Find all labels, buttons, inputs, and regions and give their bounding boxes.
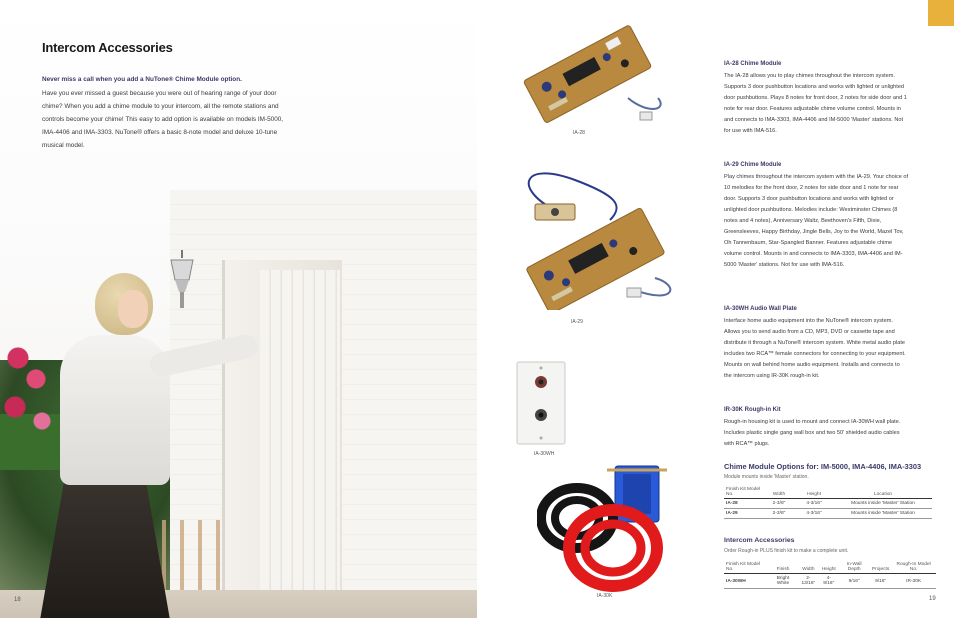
chime-options-subtitle: Module mounts inside 'Master' station. bbox=[724, 474, 809, 480]
front-door bbox=[260, 270, 340, 610]
table-cell: IA-29 bbox=[724, 509, 764, 519]
ia-30wh-caption: IA-30WH bbox=[534, 451, 555, 457]
table-cell: Bright White bbox=[769, 574, 798, 589]
table-header: Finish Kit Model No. bbox=[724, 561, 769, 574]
table-cell: IA-30WH bbox=[724, 574, 769, 589]
table-header: Finish Kit Model No. bbox=[724, 486, 764, 499]
table-cell: IR-30K bbox=[891, 574, 936, 589]
table-cell: 9/16" bbox=[838, 574, 870, 589]
table-cell: 2-3/8" bbox=[764, 499, 794, 509]
ia-28-caption: IA-28 bbox=[573, 130, 585, 136]
ia-30k-caption: IA-30K bbox=[597, 593, 613, 599]
table-header: Rough-In Model No. bbox=[891, 561, 936, 574]
page-corner-tab bbox=[928, 0, 954, 26]
chime-options-title: Chime Module Options for: IM-5000, IMA-4406, IMA-3303 bbox=[724, 462, 922, 471]
table-cell: IA-28 bbox=[724, 499, 764, 509]
intro-paragraph: Have you ever missed a guest because you were out of hearing range of your door chime? When you add a chime module to your intercom, all the remote stations and controls become your chime! This easy to add option is available on models IM-5000, IMA-4406 and IMA-3303. NuTone® offers a basic 8-note model and deluxe 10-tune musical model. bbox=[42, 90, 284, 149]
ia-30wh-description: Interface home audio equipment into the NuTone® intercom system. Allows you to send audio from a CD, MP3, DVD or cassette tape and distribute it through a NuTone® intercom system. White metal audio plate includes two RCA™ female connectors for connecting to your equipment. Mounts on wall behind home audio equipment. Installs and connects to the intercom using IR-30K rough-in kit. bbox=[724, 318, 906, 379]
table-header-row bbox=[724, 561, 936, 574]
page-title: Intercom Accessories bbox=[42, 40, 173, 55]
lead-heading: Never miss a call when you add a NuTone® Chime Module option. bbox=[42, 76, 242, 83]
ir-30k-heading: IR-30K Rough-in Kit bbox=[724, 407, 781, 413]
table-row bbox=[724, 574, 936, 589]
table-header: Height bbox=[819, 561, 838, 574]
ia-29-caption: IA-29 bbox=[571, 319, 583, 325]
table-cell: 2-3/8" bbox=[764, 509, 794, 519]
table-cell: 4-9/16" bbox=[819, 574, 838, 589]
table-row bbox=[724, 509, 932, 519]
table-header: Finish bbox=[769, 561, 798, 574]
ir-30k-description: Rough-in housing kit is used to mount and connect IA-30WH wall plate. Includes plastic single gang wall box and two 50' shielded audio cables with RCA™ plugs. bbox=[724, 419, 901, 447]
table-header: Width bbox=[798, 561, 820, 574]
table-cell: 9/16" bbox=[870, 574, 891, 589]
porch-lamp-icon bbox=[165, 250, 199, 310]
page-number-right: 19 bbox=[929, 596, 936, 602]
flower-bouquet bbox=[0, 330, 60, 470]
ia-30wh-wall-plate-image bbox=[515, 360, 567, 446]
ia-30k-rough-in-kit-image bbox=[537, 458, 672, 593]
table-header: In-Wall Depth bbox=[838, 561, 870, 574]
table-cell: 4-3/16" bbox=[794, 509, 834, 519]
table-header-row bbox=[724, 486, 932, 499]
ia-29-heading: IA-29 Chime Module bbox=[724, 162, 782, 168]
table-header: Width bbox=[764, 486, 794, 499]
table-cell: 2-13/16" bbox=[798, 574, 820, 589]
table-cell: Mounts inside 'Master' Station bbox=[834, 499, 932, 509]
chime-options-table bbox=[724, 486, 932, 519]
ia-28-description: The IA-28 allows you to play chimes throughout the intercom system. Supports 3 door pushbutton locations and works with lighted or unlighted door pushbuttons. Plays 8 notes for front door, 2 notes for side door and 1 note for rear door. Features adjustable chime volume control. Mounts in and connects to IMA-3303, IMA-4406 and IM-5000 'Master' stations. Not for use with IMA-516. bbox=[724, 73, 907, 134]
accessories-table bbox=[724, 561, 936, 589]
ia-30wh-heading: IA-30WH Audio Wall Plate bbox=[724, 306, 797, 312]
ia-29-circuit-board-image bbox=[515, 170, 680, 310]
table-header: Location bbox=[834, 486, 932, 499]
ia-28-circuit-board-image bbox=[518, 20, 668, 130]
accessories-title: Intercom Accessories bbox=[724, 537, 795, 544]
table-row bbox=[724, 499, 932, 509]
page-number-left: 18 bbox=[14, 597, 21, 603]
woman-face bbox=[118, 290, 148, 328]
table-cell: Mounts inside 'Master' Station bbox=[834, 509, 932, 519]
porch-photo bbox=[0, 150, 477, 618]
ia-28-heading: IA-28 Chime Module bbox=[724, 61, 782, 67]
table-cell: 4-3/16" bbox=[794, 499, 834, 509]
ia-29-description: Play chimes throughout the intercom system with the IA-29. Your choice of 10 melodies for the front door, 2 notes for side door and 1 note for rear door. Supports 3 door pushbutton locations and works with lighted or unlighted door pushbuttons. Melodies include: Westminster Chimes (8 notes and 4 notes), Anniversary Waltz, Beethoven's Fifth, Dixie, Greensleeves, Happy Birthday, Jingle Bells, Joy to the World, Mazel Tov, Oh Tannenbaum, Star-Spangled Banner. Features adjustable chime volume control. Mounts in and connects to IMA-3303, IMA-4406 and IM-5000 'Master' stations. Not for use with IMA-516. bbox=[724, 174, 909, 268]
accessories-subtitle: Order Rough-in PLUS finish kit to make a complete unit. bbox=[724, 548, 849, 554]
table-header: Height bbox=[794, 486, 834, 499]
table-header: Projects bbox=[870, 561, 891, 574]
